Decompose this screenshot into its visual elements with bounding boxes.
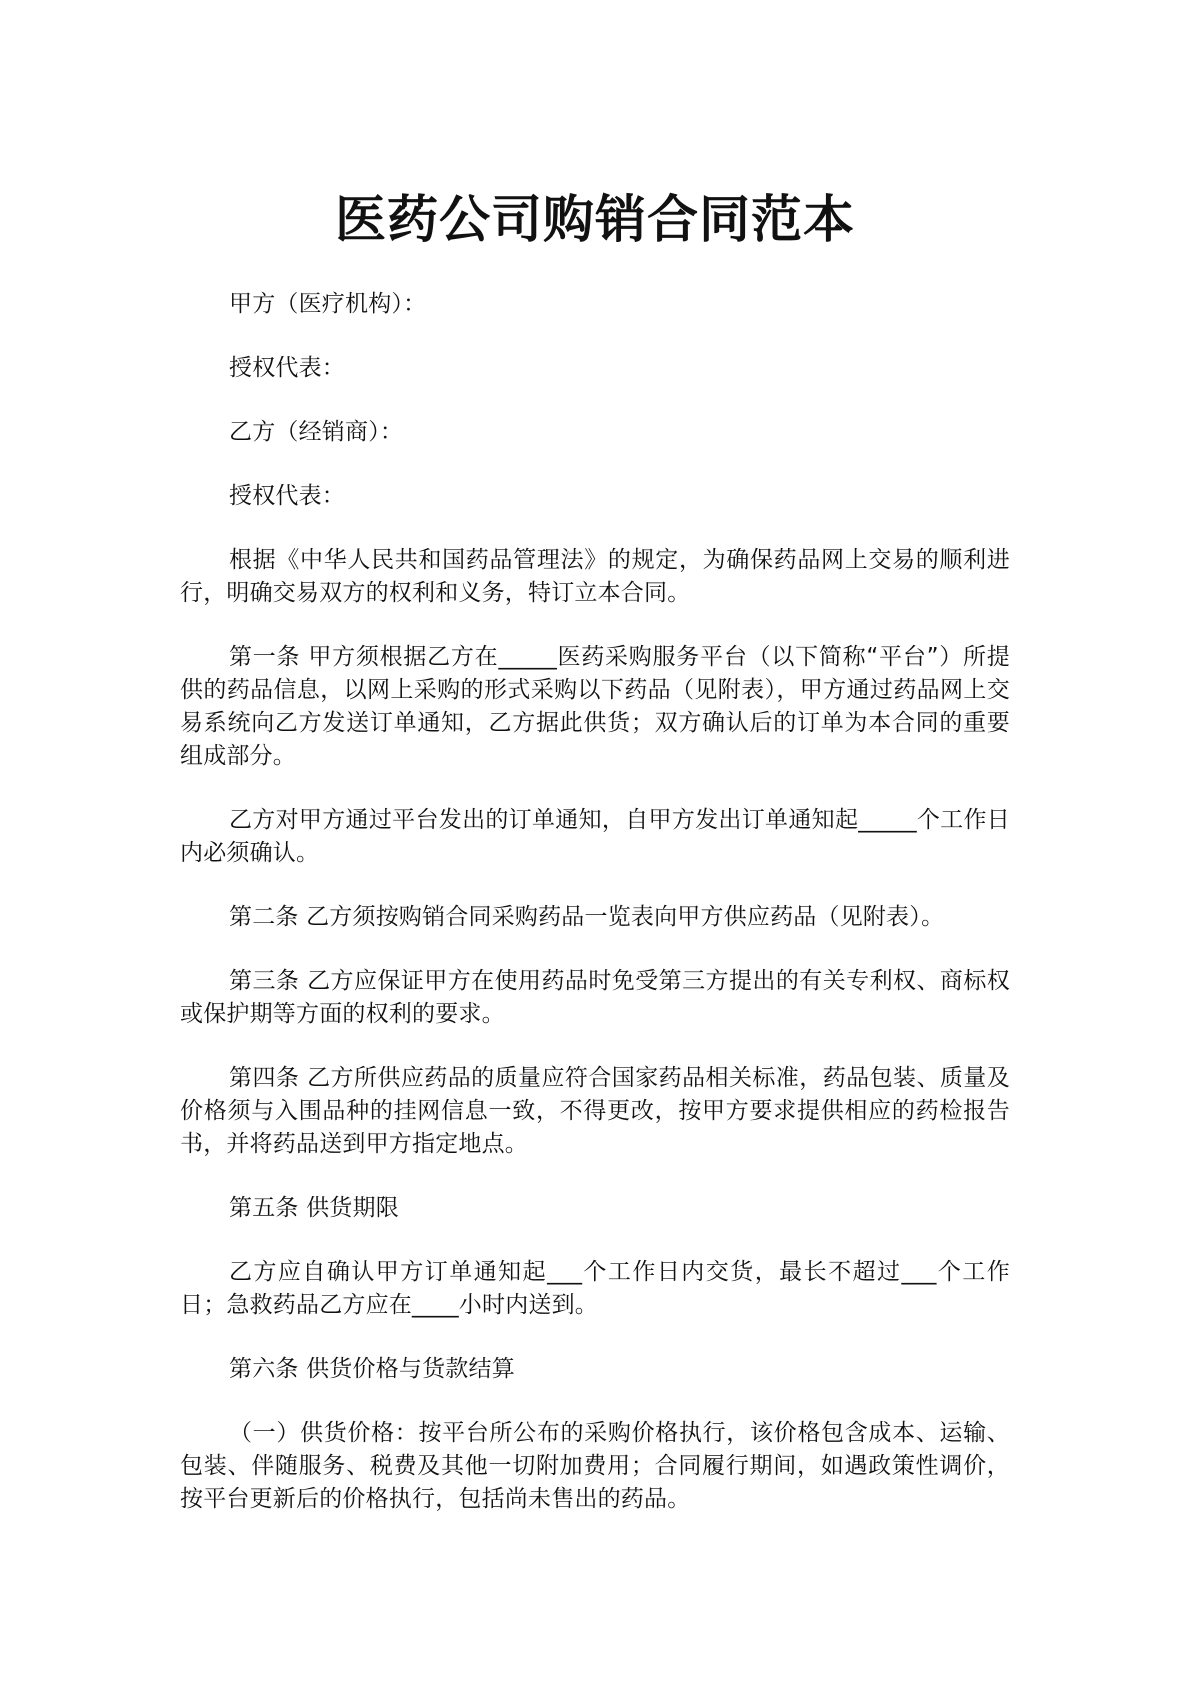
delivery-term-paragraph: 乙方应自确认甲方订单通知起___个工作日内交货，最长不超过___个工作日；急救药品乙方应在____小时内送到。	[180, 1259, 1010, 1318]
party-a-representative-line: 授权代表：	[229, 355, 345, 381]
party-b-line: 乙方（经销商）：	[229, 419, 404, 445]
article-3-paragraph: 第三条 乙方应保证甲方在使用药品时免受第三方提出的有关专利权、商标权或保护期等方面的权利的要求。	[180, 968, 1010, 1027]
supply-price-paragraph: （一）供货价格：按平台所公布的采购价格执行，该价格包含成本、运输、包装、伴随服务、税费及其他一切附加费用；合同履行期间，如遇政策性调价，按平台更新后的价格执行，包括尚未售出的药品。	[180, 1420, 1010, 1512]
party-b-representative-line: 授权代表：	[229, 483, 345, 509]
order-confirmation-paragraph: 乙方对甲方通过平台发出的订单通知，自甲方发出订单通知起_____个工作日内必须确认。	[180, 807, 1010, 866]
document-body	[180, 288, 1010, 1547]
article-2-paragraph: 第二条 乙方须按购销合同采购药品一览表向甲方供应药品（见附表）。	[229, 904, 945, 930]
document-title: 医药公司购销合同范本	[334, 191, 855, 250]
article-1-paragraph: 第一条 甲方须根据乙方在_____医药采购服务平台（以下简称“平台”）所提供的药品信息，以网上采购的形式采购以下药品（见附表），甲方通过药品网上交易系统向乙方发送订单通知，乙方据此供货；双方确认后的订单为本合同的重要组成部分。	[180, 644, 1010, 769]
article-5-heading: 第五条 供货期限	[229, 1195, 399, 1221]
party-a-line: 甲方（医疗机构）：	[229, 291, 427, 317]
article-4-paragraph: 第四条 乙方所供应药品的质量应符合国家药品相关标准，药品包装、质量及价格须与入围品种的挂网信息一致，不得更改，按甲方要求提供相应的药检报告书，并将药品送到甲方指定地点。	[180, 1065, 1010, 1157]
article-6-heading: 第六条 供货价格与货款结算	[229, 1356, 515, 1382]
preamble-paragraph: 根据《中华人民共和国药品管理法》的规定，为确保药品网上交易的顺利进行，明确交易双方的权利和义务，特订立本合同。	[180, 547, 1010, 606]
